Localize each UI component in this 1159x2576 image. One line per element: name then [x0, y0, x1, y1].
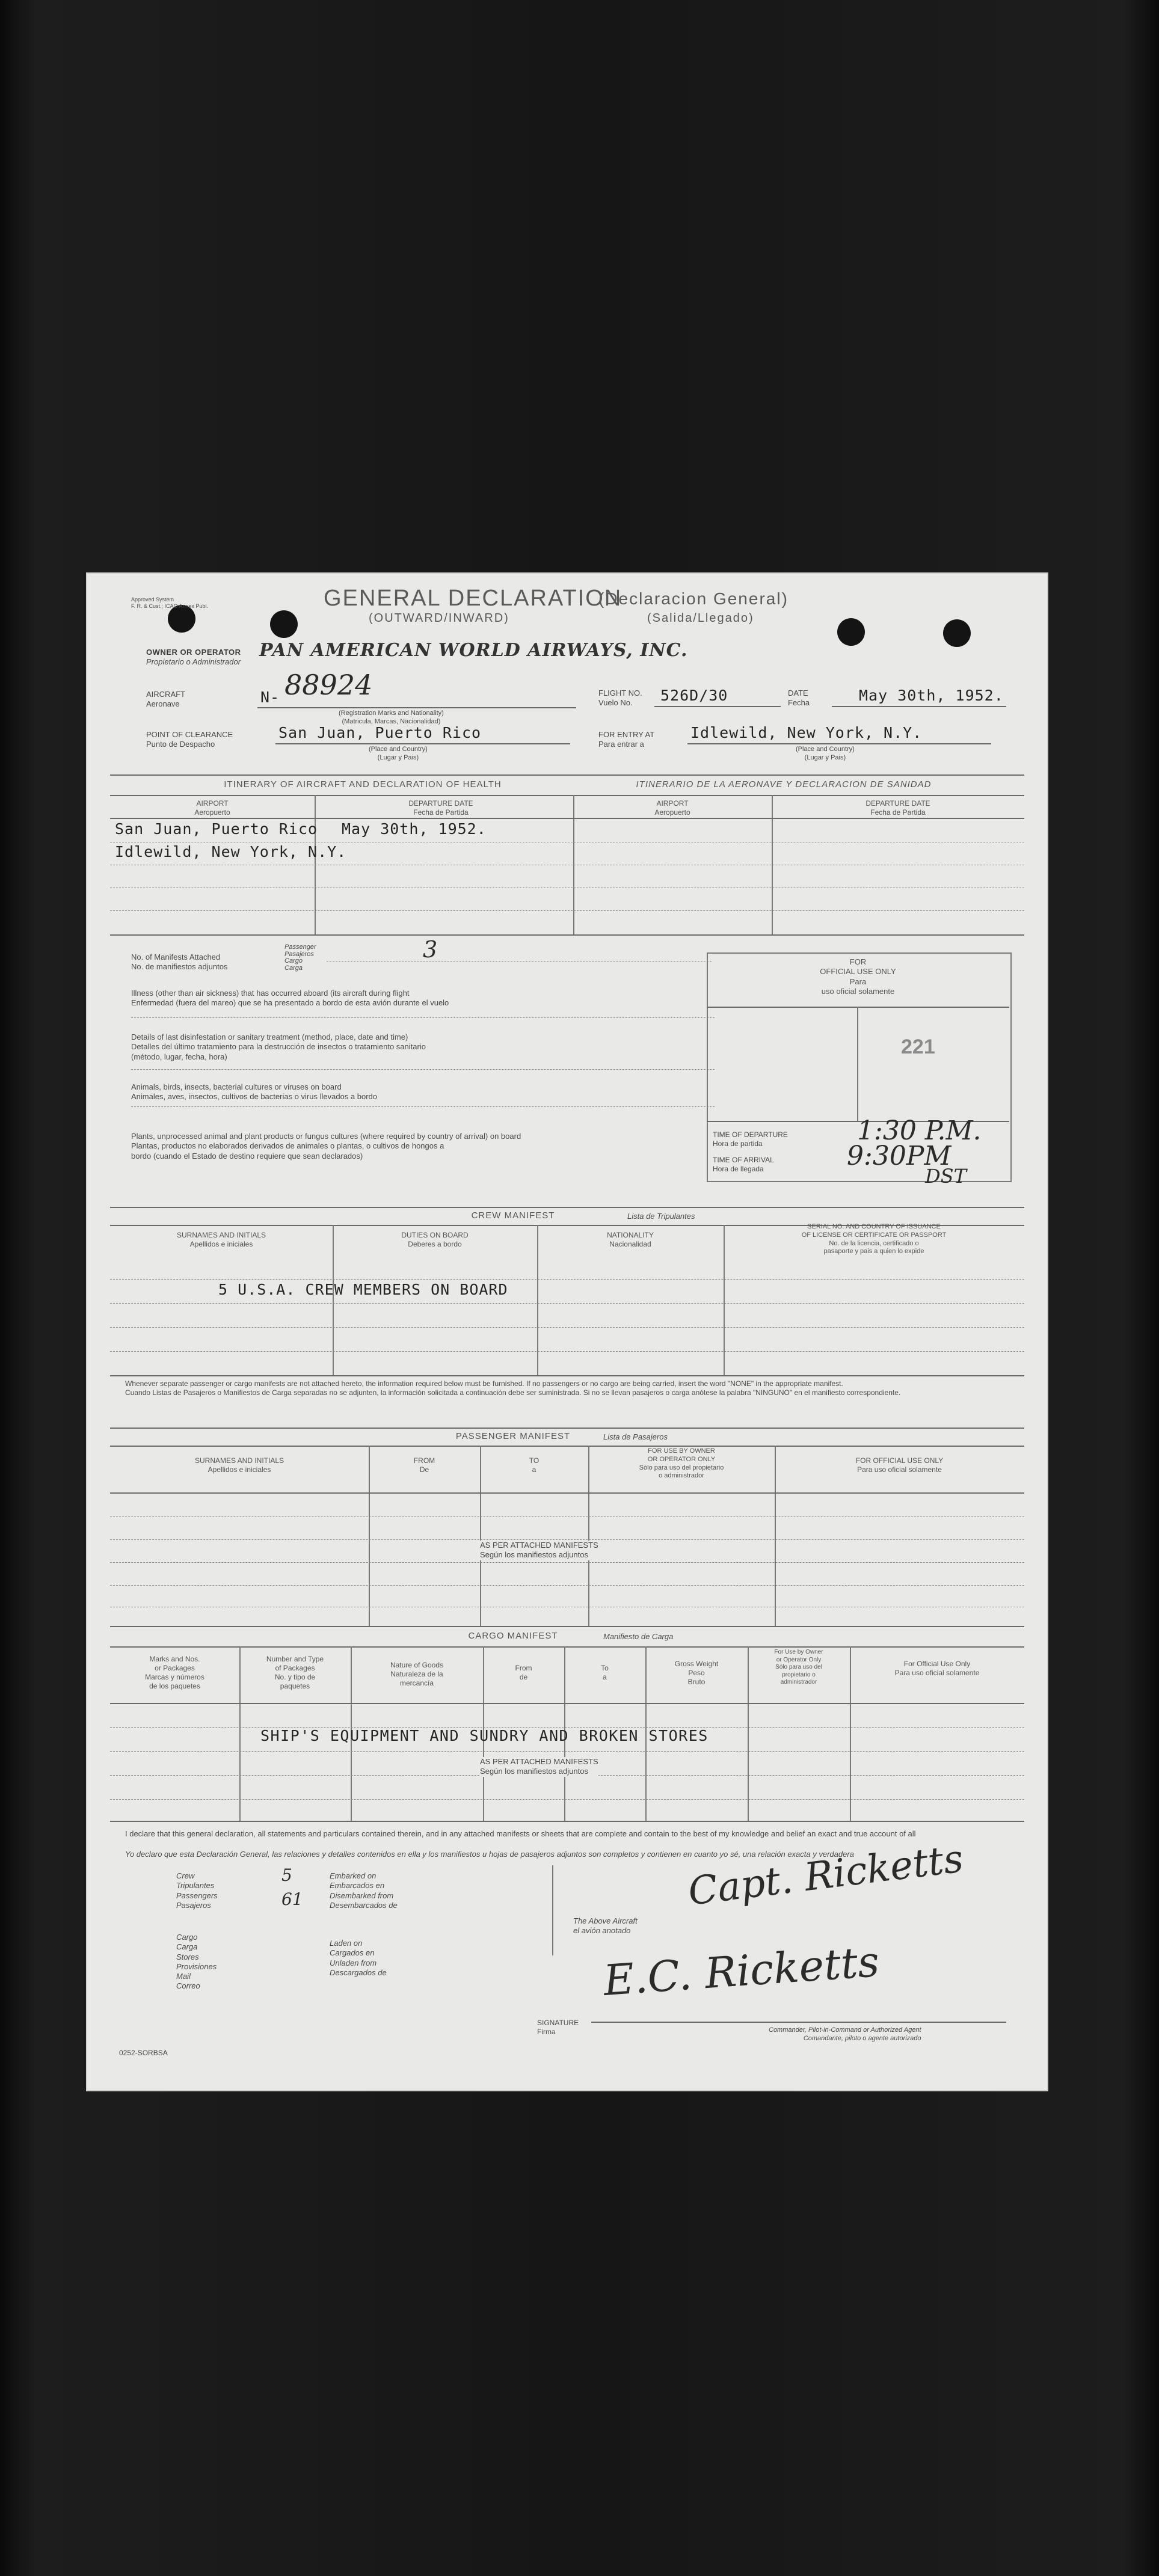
signer-role: Commander, Pilot-in-Command or Authorized Agent Comandante, piloto o agente autorizado	[769, 2026, 921, 2042]
departure-label: TIME OF DEPARTURE Hora de partida	[713, 1130, 788, 1148]
declaration-text-es: Yo declaro que esta Declaración General, las relaciones y detalles contenidos en ella y los manifiestos u hojas de pasajeros adjuntos son completos y contienen en cuanto yo sé, una relación exacta y verdadera	[125, 1850, 854, 1859]
manifests-count: 3	[423, 936, 438, 963]
punch-hole	[837, 618, 865, 646]
itinerary-col-airport-2: AIRPORT Aeropuerto	[654, 799, 690, 817]
aircraft-prefix: N-	[260, 688, 280, 706]
crew-title: CREW MANIFEST	[471, 1210, 555, 1221]
date-label: DATE Fecha	[788, 688, 810, 708]
crew-entry: 5 U.S.A. CREW MEMBERS ON BOARD	[218, 1281, 508, 1298]
passenger-col-owner: FOR USE BY OWNER OR OPERATOR ONLY Sólo para uso del propietario o administrador	[639, 1447, 724, 1480]
entry-sub: (Place and Country) (Lugar y Pais)	[796, 746, 855, 761]
aircraft-declaration-label: The Above Aircraft el avión anotado	[573, 1916, 638, 1936]
cargo-col-marks: Marks and Nos. or Packages Marcas y números de los paquetes	[145, 1655, 204, 1690]
passenger-count: 61	[281, 1889, 303, 1909]
crew-title-es: Lista de Tripulantes	[627, 1212, 695, 1221]
punch-hole	[270, 610, 298, 638]
disinfection-label: Details of last disinfestation or sanitary treatment (method, place, date and time) Detalles del último tratamiento para la destrucción de insectos o tratamiento sanitario (método, lugar, fecha, hora)	[131, 1032, 426, 1061]
aircraft-label: AIRCRAFT Aeronave	[146, 690, 185, 709]
aircraft-sub: (Registration Marks and Nationality) (Matricula, Marcas, Nacionalidad)	[339, 710, 444, 725]
itinerary-col-date-2: DEPARTURE DATE Fecha de Partida	[865, 799, 930, 817]
entry-label: FOR ENTRY AT Para entrar a	[598, 730, 655, 749]
declaration-text: I declare that this general declaration, all statements and particulars contained therein, and in any attached manifests or sheets that are complete and contain to the best of my knowledge and belief an exact and true account of all	[125, 1829, 916, 1838]
approval-note: Approved System F. R. & Cust.; ICAO Annex Publ.	[131, 596, 209, 610]
persons-labels: Crew Tripulantes Passengers Pasajeros	[176, 1871, 218, 1910]
cargo-title-es: Manifiesto de Carga	[603, 1632, 674, 1641]
crew-col-license: SERIAL NO. AND COUNTRY OF ISSUANCE OF LICENSE OR CERTIFICATE OR PASSPORT No. de la licencia, certificado o pasaporte y pais a quien lo expide	[801, 1223, 947, 1256]
manifests-types: Passenger Pasajeros Cargo Carga	[284, 943, 316, 972]
crew-count: 5	[281, 1865, 292, 1885]
animals-label: Animals, birds, insects, bacterial cultures or viruses on board Animales, aves, insectos, cultivos de bacterias o virus llevados a bordo	[131, 1082, 377, 1102]
clearance-label: POINT OF CLEARANCE Punto de Despacho	[146, 730, 233, 749]
persons-actions: Embarked on Embarcados en Disembarked from Desembarcados de	[330, 1871, 398, 1910]
aircraft-number: 88924	[284, 669, 373, 701]
signature: E.C. Ricketts	[601, 1937, 881, 2005]
punch-hole	[943, 619, 971, 647]
flight-number: 526D/30	[660, 687, 728, 704]
arrival-label: TIME OF ARRIVAL Hora de llegada	[713, 1156, 774, 1173]
cargo-title: CARGO MANIFEST	[468, 1631, 558, 1641]
manifest-notice: Whenever separate passenger or cargo manifests are not attached hereto, the information required below must be furnished. If no passengers or no cargo are being carried, insert the word "NONE" in the appropriate manifest. Cuando Listas de Pasajeros o Manifiestos de Carga separadas no se adjunten, la información solicitada a continuación debe ser suministrada. Si no se llevan pasajeros o carga anótese la palabra "NINGUNO" en el manifiesto correspondiente.	[125, 1379, 901, 1397]
flight-label: FLIGHT NO. Vuelo No.	[598, 688, 642, 708]
itinerary-col-airport: AIRPORT Aeropuerto	[194, 799, 230, 817]
passenger-col-official: FOR OFFICIAL USE ONLY Para uso oficial solamente	[855, 1456, 944, 1474]
goods-actions: Laden on Cargados en Unladen from Descargados de	[330, 1939, 387, 1977]
captain-name: Capt. Ricketts	[686, 1836, 966, 1915]
crew-col-name: SURNAMES AND INITIALS Apellidos e iniciales	[176, 1231, 266, 1248]
entry-value: Idlewild, New York, N.Y.	[690, 724, 923, 741]
goods-labels: Cargo Carga Stores Provisiones Mail Correo	[176, 1933, 217, 1991]
arrival-dst: DST	[925, 1165, 967, 1188]
plants-label: Plants, unprocessed animal and plant products or fungus cultures (where required by country of arrival) on board Plantas, productos no elaborados derivados de animales o plantas, o cultivos de hongos a bordo (cuando el Estado de destino requiere que sean declarados)	[131, 1132, 521, 1161]
form-title: GENERAL DECLARATION	[324, 586, 623, 611]
form-title-es: (Declaracion General)	[598, 589, 789, 608]
itinerary-col-date: DEPARTURE DATE Fecha de Partida	[408, 799, 473, 817]
passenger-title: PASSENGER MANIFEST	[455, 1431, 571, 1441]
airline-logo: PAN AMERICAN WORLD AIRWAYS, INC.	[259, 640, 688, 661]
flight-date: May 30th, 1952.	[859, 687, 1004, 704]
clearance-sub: (Place and Country) (Lugar y Pais)	[369, 746, 428, 761]
signature-label: SIGNATURE Firma	[537, 2019, 579, 2036]
passenger-col-to: TO a	[529, 1456, 540, 1474]
itinerary-row-airport: Idlewild, New York, N.Y.	[115, 843, 347, 860]
passenger-col-name: SURNAMES AND INITIALS Apellidos e iniciales	[194, 1456, 284, 1474]
itinerary-row-airport: San Juan, Puerto Rico	[115, 820, 318, 838]
itinerary-row-date: May 30th, 1952.	[342, 820, 487, 838]
cargo-col-owner: For Use by Owner or Operator Only Sólo para uso del propietario o administrador	[774, 1649, 823, 1685]
crew-col-duties: DUTIES ON BOARD Deberes a bordo	[401, 1231, 469, 1248]
official-stamp: 221	[901, 1035, 935, 1058]
illness-label: Illness (other than air sickness) that has occurred aboard (its aircraft during flight Enfermedad (fuera del mareo) que se ha presentado a bordo de esta avión durante el vuelo	[131, 989, 449, 1008]
arrival-time: 9:30PM	[847, 1141, 951, 1171]
cargo-entry: SHIP'S EQUIPMENT AND SUNDRY AND BROKEN STORES	[260, 1727, 709, 1744]
general-declaration-form	[86, 572, 1048, 2091]
cargo-col-packages: Number and Type of Packages No. y tipo de paquetes	[266, 1655, 324, 1690]
form-subtitle: (OUTWARD/INWARD)	[369, 612, 509, 625]
passenger-col-from: FROM De	[413, 1456, 435, 1474]
manifests-label: No. of Manifests Attached No. de manifiestos adjuntos	[131, 952, 228, 972]
cargo-col-from: From de	[515, 1664, 532, 1681]
itinerary-title: ITINERARY OF AIRCRAFT AND DECLARATION OF HEALTH	[224, 779, 502, 790]
passenger-title-es: Lista de Pasajeros	[603, 1432, 668, 1441]
passenger-attached-note: AS PER ATTACHED MANIFESTS Según los manifiestos adjuntos	[480, 1541, 598, 1560]
official-use-title: FOR OFFICIAL USE ONLY Para uso oficial solamente	[820, 957, 896, 996]
cargo-col-official: For Official Use Only Para uso oficial solamente	[894, 1660, 980, 1677]
cargo-col-weight: Gross Weight Peso Bruto	[674, 1660, 719, 1686]
cargo-col-to: To a	[601, 1664, 609, 1681]
itinerary-title-es: ITINERARIO DE LA AERONAVE Y DECLARACION DE SANIDAD	[636, 779, 932, 790]
clearance-value: San Juan, Puerto Rico	[278, 724, 482, 741]
crew-col-nationality: NATIONALITY Nacionalidad	[607, 1231, 654, 1248]
cargo-col-nature: Nature of Goods Naturaleza de la mercancía	[390, 1661, 444, 1687]
cargo-attached-note: AS PER ATTACHED MANIFESTS Según los manifiestos adjuntos	[480, 1757, 598, 1776]
departure-time: 1:30 P.M.	[857, 1115, 982, 1146]
owner-label: OWNER OR OPERATOR Propietario o Administrador	[146, 648, 241, 667]
form-number: 0252-SORBSA	[119, 2049, 168, 2057]
form-subtitle-es: (Salida/Llegado)	[647, 612, 754, 625]
